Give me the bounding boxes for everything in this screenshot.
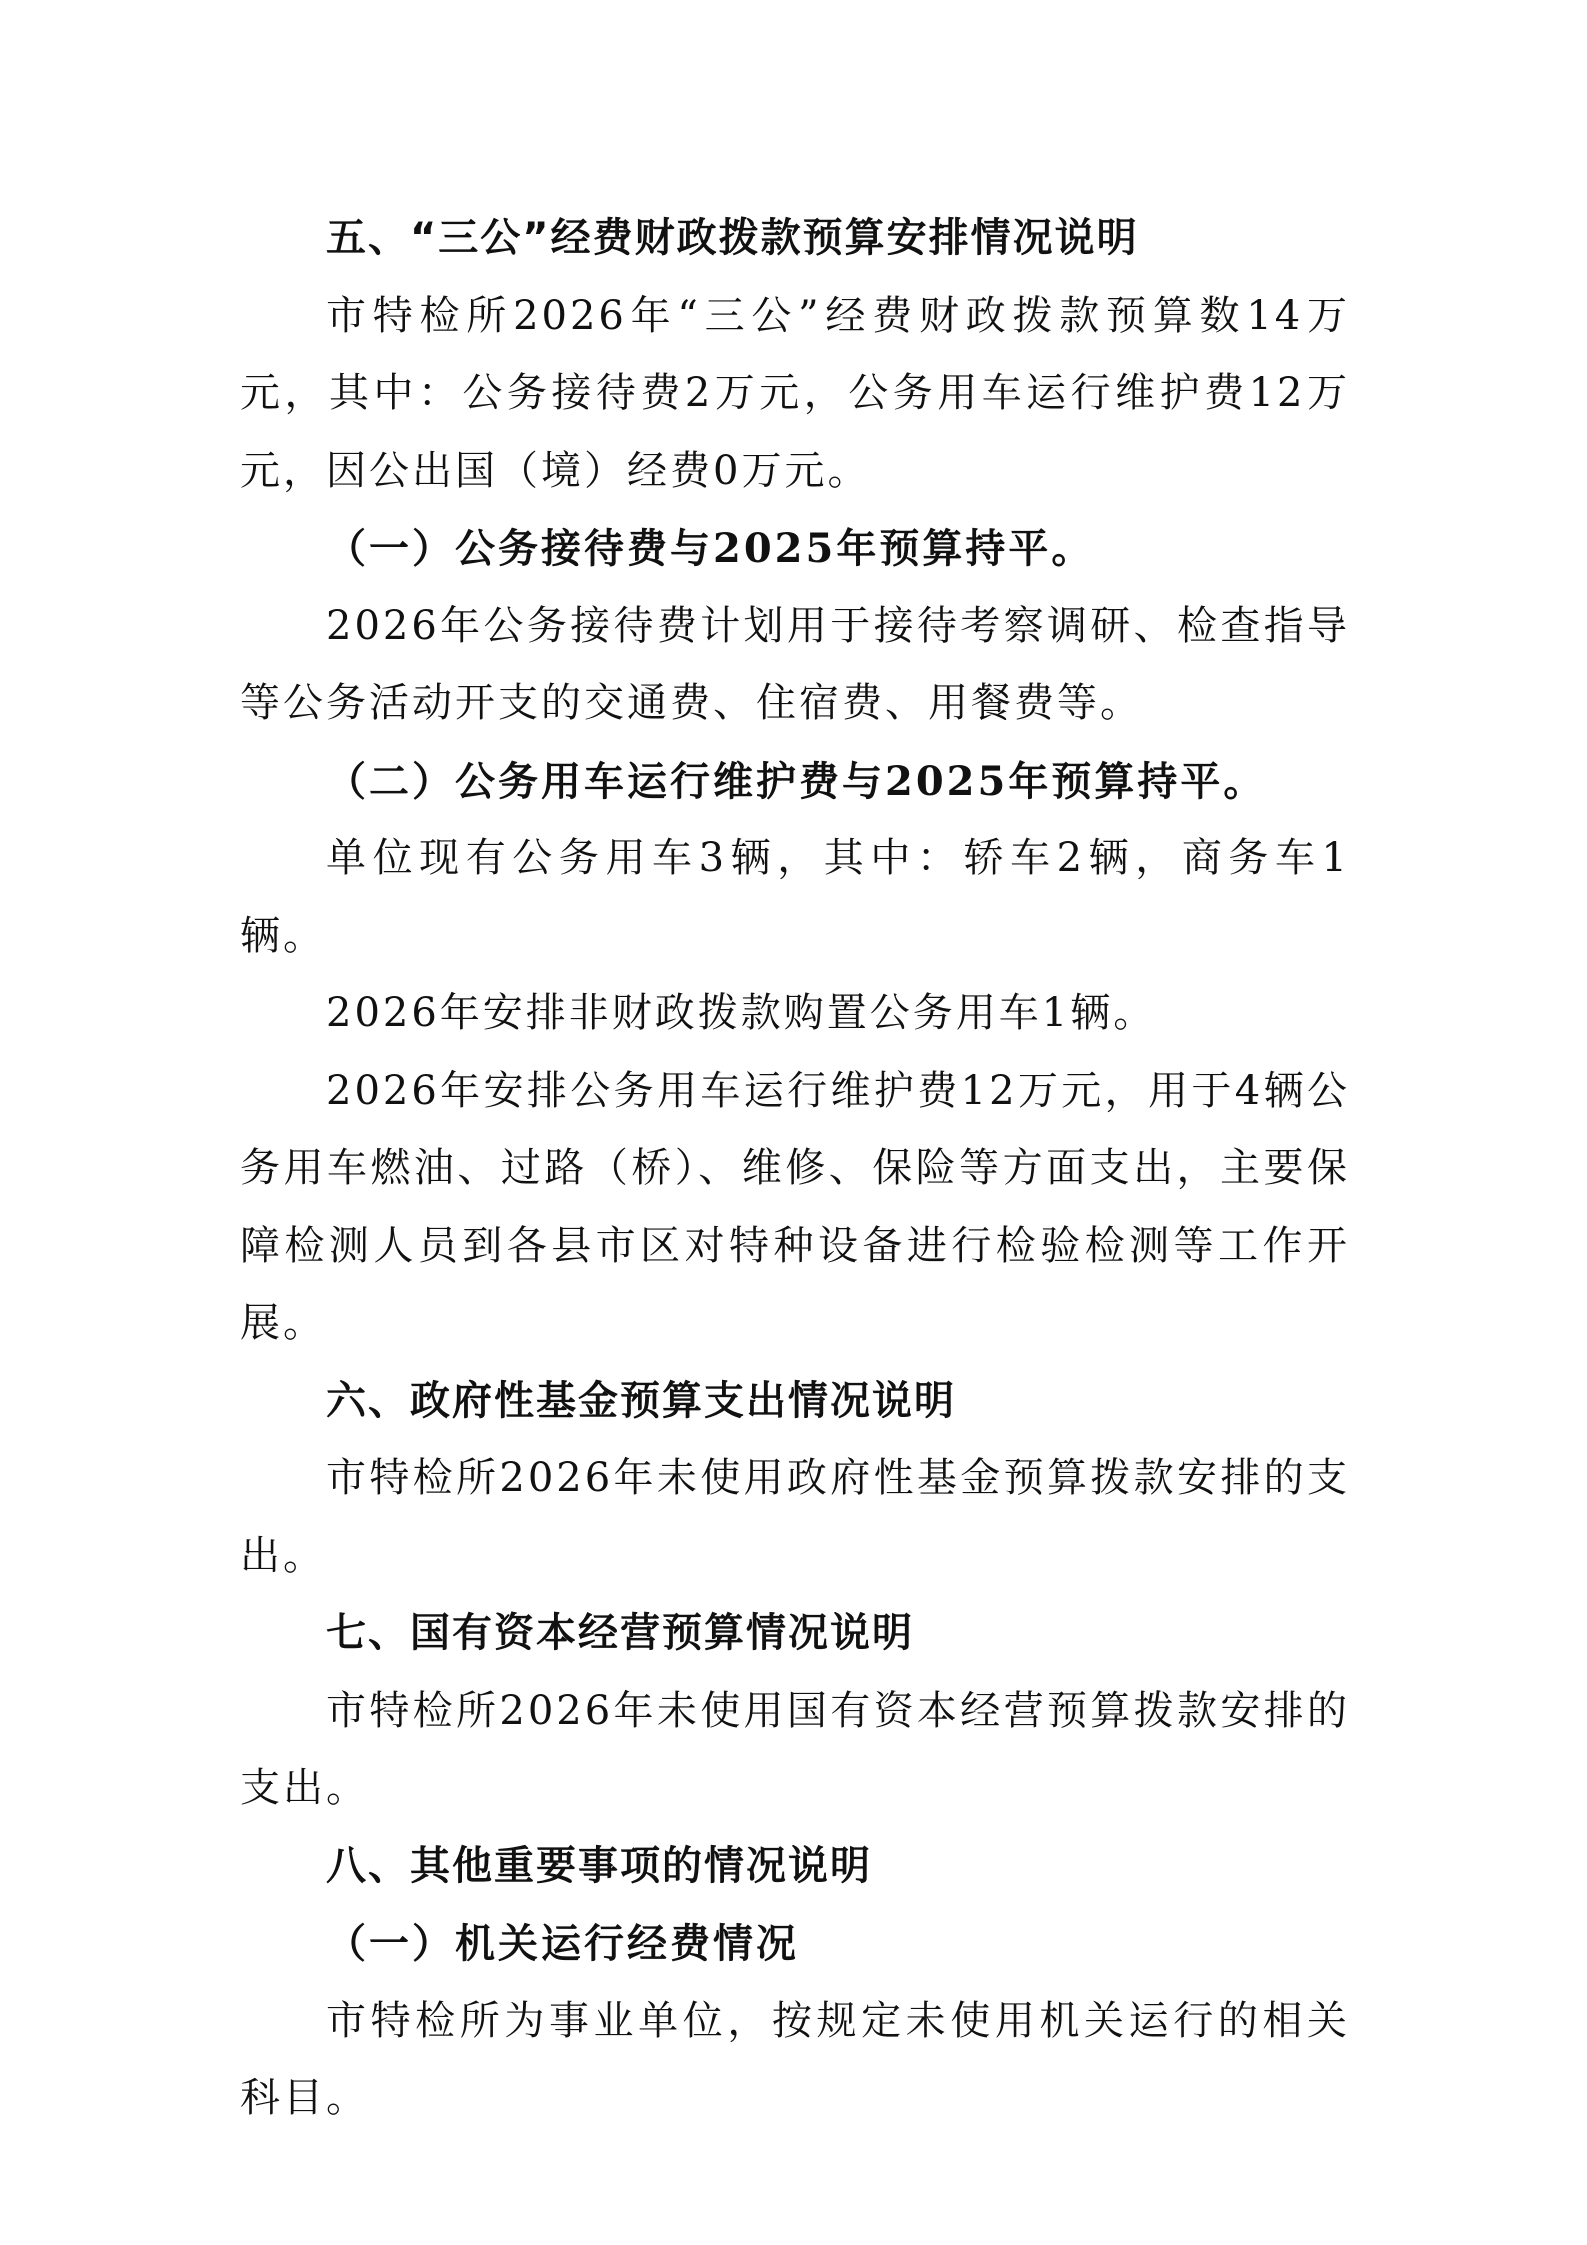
paragraph: 市特检所2026年未使用国有资本经营预算拨款安排的支出。 [240,1687,1350,1811]
paragraph: 2026年安排公务用车运行维护费12万元，用于4辆公务用车燃油、过路（桥）、维修、保险等方面支出，主要保障检测人员到各县市区对特种设备进行检验检测等工作开展。 [240,1067,1350,1346]
paragraph: 单位现有公务用车3辆，其中：轿车2辆，商务车1辆。 [240,835,1350,959]
document-body [240,200,1350,2138]
paragraph: 市特检所为事业单位，按规定未使用机关运行的相关科目。 [240,1997,1350,2121]
section-heading: 八、其他重要事项的情况说明 [326,1842,872,1889]
paragraph: 市特检所2026年未使用政府性基金预算拨款安排的支出。 [240,1455,1350,1579]
section-heading: 五、“三公”经费财政拨款预算安排情况说明 [326,215,1139,261]
subsection-heading: （一）公务接待费与2025年预算持平。 [326,525,1095,572]
section-heading: 七、国有资本经营预算情况说明 [326,1610,914,1656]
paragraph: 2026年安排非财政拨款购置公务用车1辆。 [326,990,1157,1036]
subsection-heading: （二）公务用车运行维护费与2025年预算持平。 [326,757,1267,805]
paragraph: 市特检所2026年“三公”经费财政拨款预算数14万元，其中：公务接待费2万元，公务用车运行维护费12万元，因公出国（境）经费0万元。 [240,292,1350,494]
subsection-heading: （一）机关运行经费情况 [326,1920,799,1967]
paragraph: 2026年公务接待费计划用于接待考察调研、检查指导等公务活动开支的交通费、住宿费、用餐费等。 [240,602,1350,726]
section-heading: 六、政府性基金预算支出情况说明 [326,1377,956,1424]
